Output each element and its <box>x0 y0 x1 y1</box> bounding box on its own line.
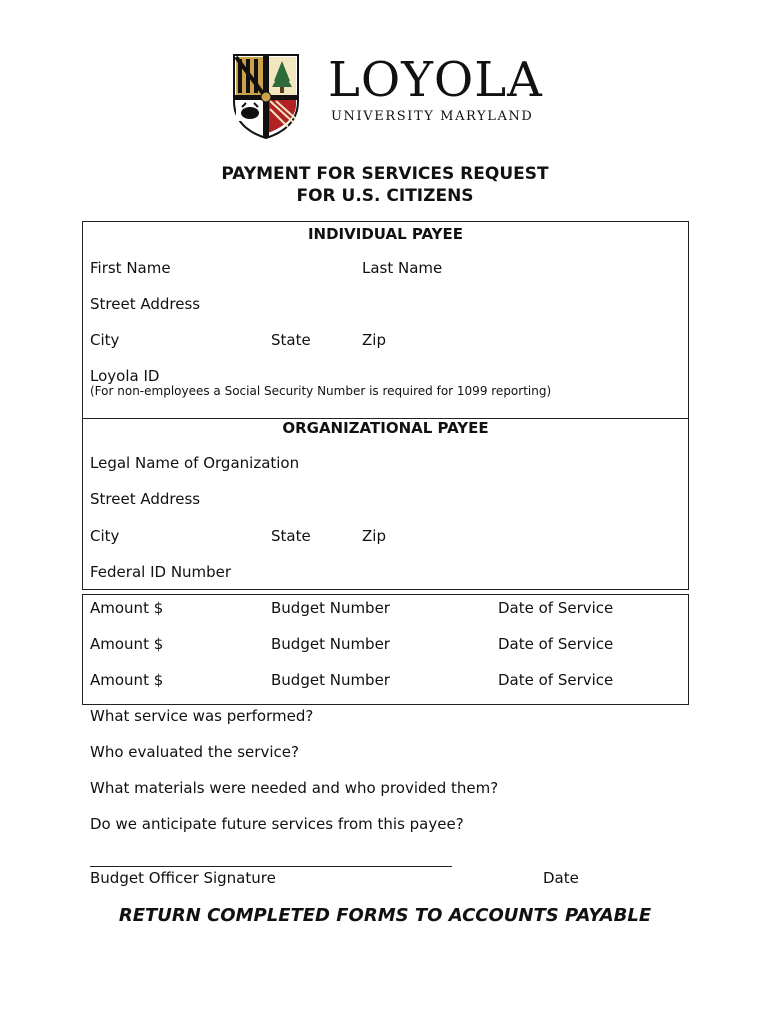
date-of-service-label: Date of Service <box>498 635 614 653</box>
question-service-performed: What service was performed? <box>90 707 314 725</box>
question-materials: What materials were needed and who provided them? <box>90 779 499 797</box>
budget-officer-signature-label: Budget Officer Signature <box>90 869 276 887</box>
last-name-label: Last Name <box>362 259 443 277</box>
budget-number-label: Budget Number <box>271 671 390 689</box>
ssn-note: (For non-employees a Social Security Number is required for 1099 reporting) <box>90 384 552 398</box>
return-instructions: RETURN COMPLETED FORMS TO ACCOUNTS PAYABLE <box>118 905 652 926</box>
individual-payee-header: INDIVIDUAL PAYEE <box>307 225 464 243</box>
university-crest-icon <box>232 53 300 139</box>
logo-wordmark: LOYOLA <box>328 52 543 108</box>
loyola-id-label: Loyola ID <box>90 367 160 385</box>
form-title-line1: PAYMENT FOR SERVICES REQUEST <box>221 164 549 184</box>
amount-label: Amount $ <box>90 635 164 653</box>
amount-label: Amount $ <box>90 599 164 617</box>
org-state-label: State <box>271 527 311 545</box>
amount-label: Amount $ <box>90 671 164 689</box>
individual-state-label: State <box>271 331 311 349</box>
individual-city-label: City <box>90 331 120 349</box>
organizational-payee-header: ORGANIZATIONAL PAYEE <box>282 419 489 437</box>
org-street-label: Street Address <box>90 490 201 508</box>
date-of-service-label: Date of Service <box>498 599 614 617</box>
first-name-label: First Name <box>90 259 171 277</box>
individual-zip-label: Zip <box>362 331 386 349</box>
question-future-services: Do we anticipate future services from this payee? <box>90 815 464 833</box>
form-title-line2: FOR U.S. CITIZENS <box>296 186 474 206</box>
logo-subtitle: UNIVERSITY MARYLAND <box>331 109 534 124</box>
signature-line <box>90 866 452 867</box>
signature-date-label: Date <box>543 869 579 887</box>
org-zip-label: Zip <box>362 527 386 545</box>
budget-number-label: Budget Number <box>271 599 390 617</box>
date-of-service-label: Date of Service <box>498 671 614 689</box>
federal-id-label: Federal ID Number <box>90 563 232 581</box>
legal-name-label: Legal Name of Organization <box>90 454 300 472</box>
org-city-label: City <box>90 527 120 545</box>
question-who-evaluated: Who evaluated the service? <box>90 743 299 761</box>
individual-street-label: Street Address <box>90 295 201 313</box>
budget-number-label: Budget Number <box>271 635 390 653</box>
